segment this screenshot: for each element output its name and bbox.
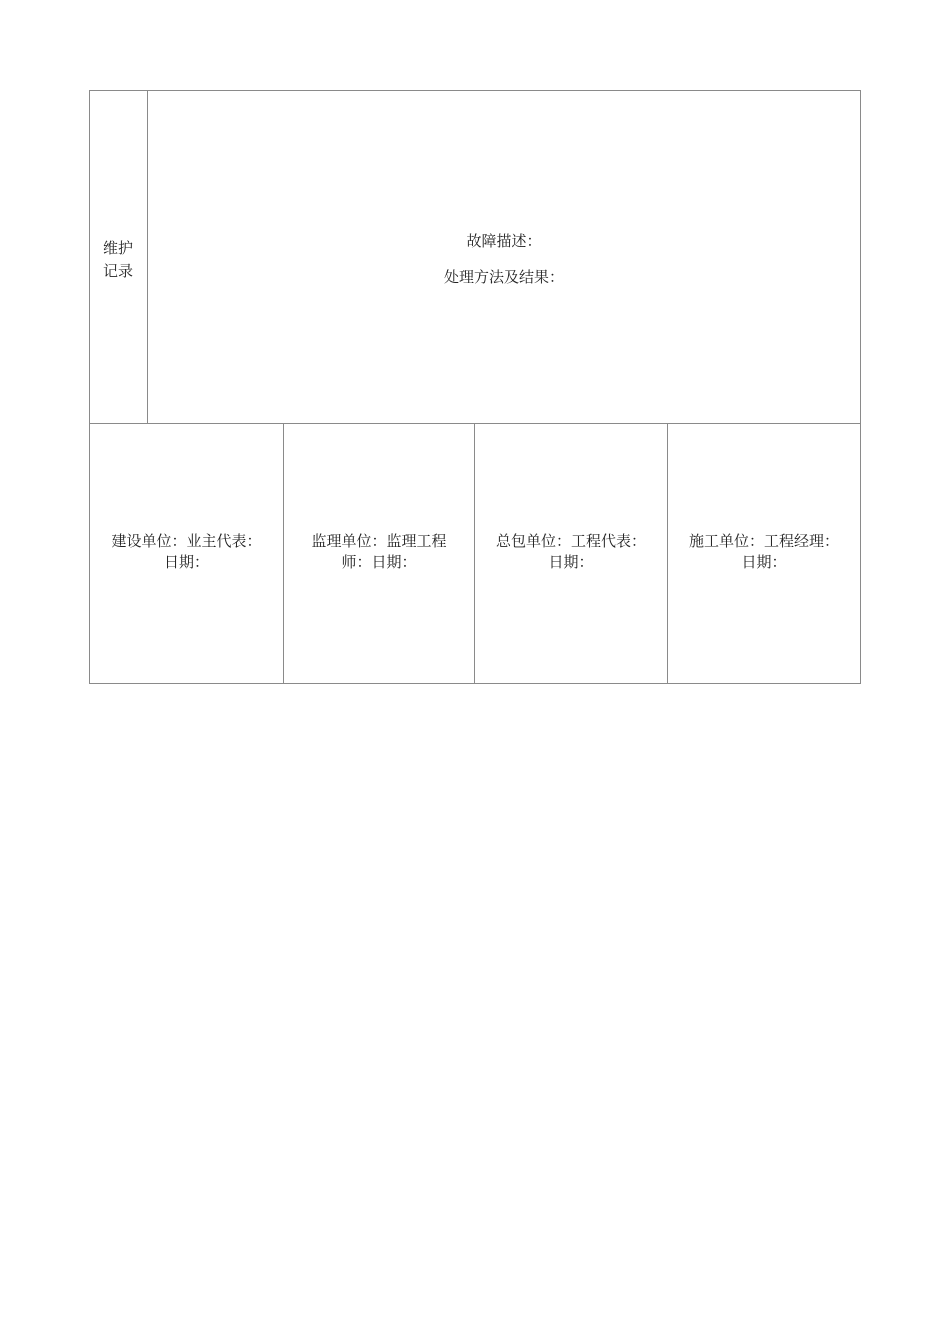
- construction-unit-signature-text: 建设单位：业主代表： 日期：: [111, 532, 262, 571]
- maintenance-record-form: [89, 90, 861, 684]
- record-content-cell: [147, 90, 861, 424]
- handling-result-label: 处理方法及结果：: [443, 268, 564, 286]
- contractor-signature-cell: [667, 423, 861, 684]
- contractor-signature-text: 施工单位：工程经理： 日期：: [688, 532, 839, 571]
- fault-description-label: 故障描述：: [466, 232, 542, 250]
- general-contractor-signature-cell: [474, 423, 668, 684]
- supervision-unit-signature-text: 监理单位：监理工程 师：日期：: [311, 532, 447, 571]
- supervision-unit-signature-cell: [283, 423, 475, 684]
- general-contractor-signature-text: 总包单位：工程代表： 日期：: [495, 532, 646, 571]
- construction-unit-signature-cell: [89, 423, 284, 684]
- record-label-cell: [89, 90, 148, 424]
- record-label: 维护 记录: [103, 239, 134, 280]
